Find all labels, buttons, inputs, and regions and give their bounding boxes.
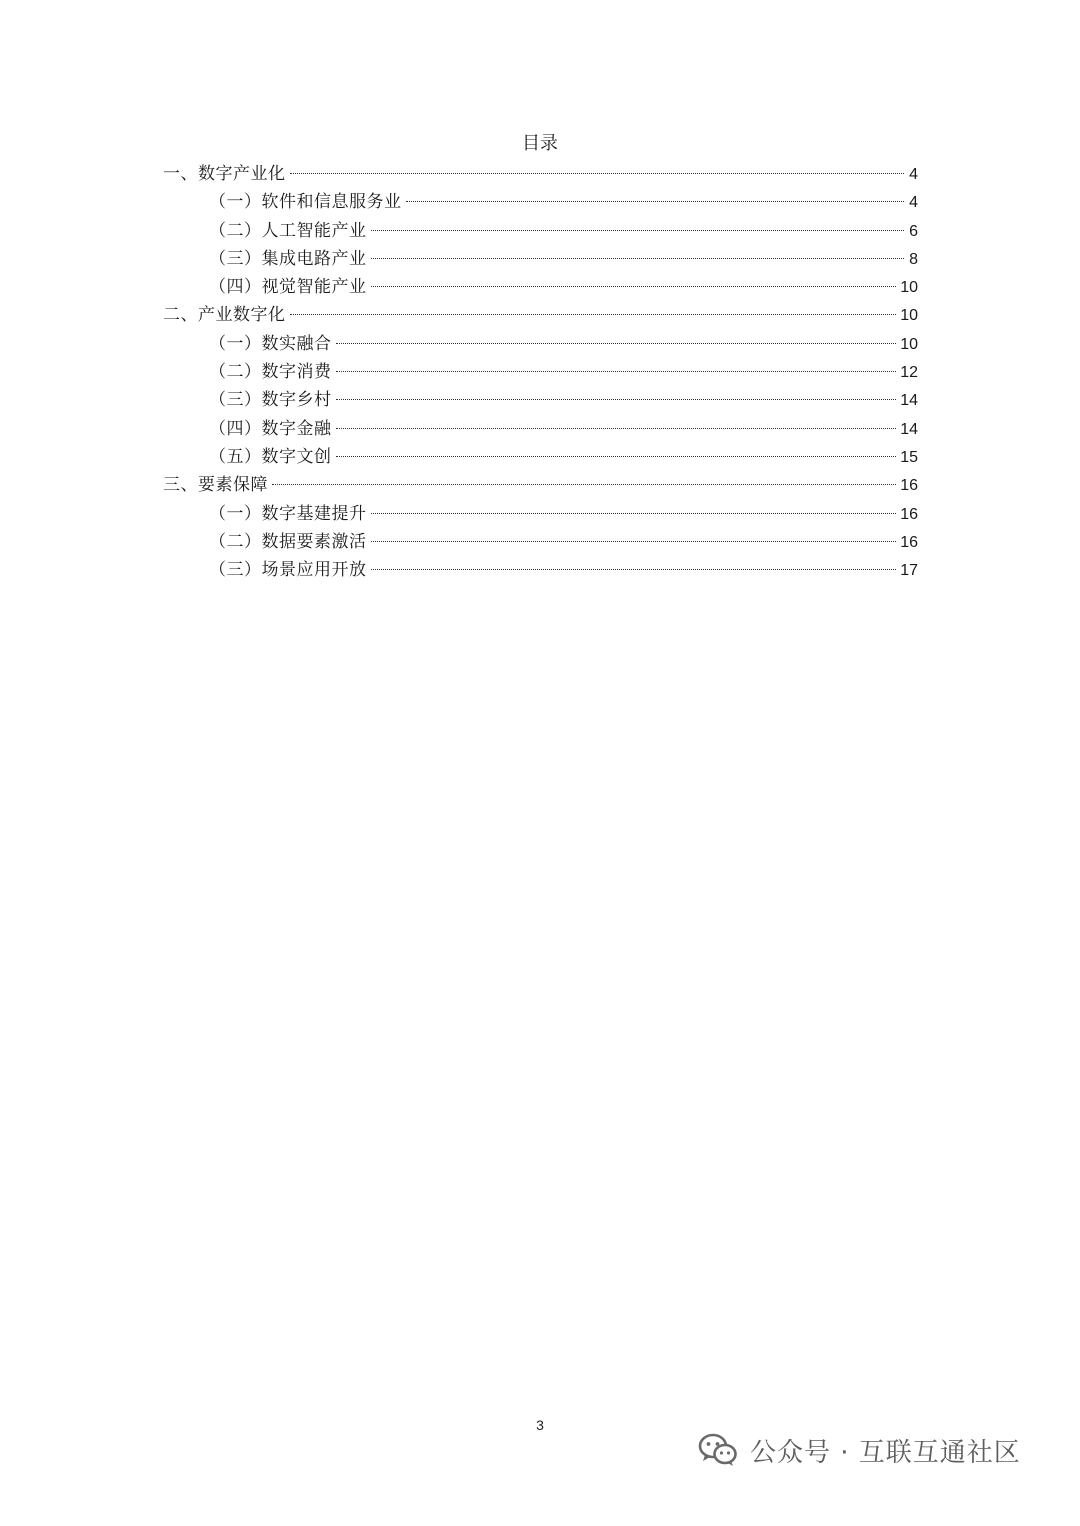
toc-entry-label: （五）数字文创 bbox=[209, 446, 332, 467]
table-of-contents bbox=[163, 160, 918, 584]
dot-leader bbox=[336, 428, 897, 429]
toc-entry-page-number: 15 bbox=[900, 448, 918, 466]
dot-leader bbox=[371, 569, 897, 570]
wechat-icon bbox=[698, 1433, 738, 1467]
toc-entry[interactable] bbox=[163, 330, 918, 358]
toc-entry-label: （二）数字消费 bbox=[209, 362, 332, 383]
toc-entry[interactable] bbox=[163, 471, 918, 499]
toc-entry[interactable] bbox=[163, 556, 918, 584]
toc-entry[interactable] bbox=[163, 160, 918, 188]
toc-entry[interactable] bbox=[163, 386, 918, 414]
toc-entry-label: （一）软件和信息服务业 bbox=[209, 192, 402, 213]
toc-entry-label: （一）数实融合 bbox=[209, 333, 332, 354]
toc-entry-page-number: 12 bbox=[900, 364, 918, 382]
toc-entry-page-number: 17 bbox=[900, 562, 918, 580]
toc-entry[interactable] bbox=[163, 500, 918, 528]
toc-entry-page-number: 16 bbox=[900, 505, 918, 523]
toc-entry-page-number: 10 bbox=[900, 307, 918, 325]
toc-entry-page-number: 4 bbox=[909, 166, 918, 183]
dot-leader bbox=[371, 286, 897, 287]
toc-entry-label: （四）数字金融 bbox=[209, 418, 332, 439]
toc-entry-label: （四）视觉智能产业 bbox=[209, 277, 367, 298]
toc-entry-label: 三、要素保障 bbox=[163, 475, 268, 496]
toc-entry[interactable] bbox=[163, 443, 918, 471]
dot-leader bbox=[371, 541, 897, 542]
toc-entry-page-number: 4 bbox=[909, 194, 918, 212]
toc-entry[interactable] bbox=[163, 245, 918, 273]
dot-leader bbox=[336, 399, 897, 400]
toc-entry-label: （三）集成电路产业 bbox=[209, 248, 367, 269]
page-number: 3 bbox=[536, 1417, 544, 1433]
toc-entry-label: （二）数据要素激活 bbox=[209, 531, 367, 552]
dot-leader bbox=[371, 258, 905, 259]
toc-entry-page-number: 8 bbox=[909, 250, 918, 268]
watermark-text: 公众号 · 互联互通社区 bbox=[750, 1437, 1021, 1468]
toc-entry-label: 一、数字产业化 bbox=[163, 164, 286, 184]
toc-entry[interactable] bbox=[163, 528, 918, 556]
dot-leader bbox=[371, 513, 897, 514]
dot-leader bbox=[290, 173, 905, 174]
toc-entry[interactable] bbox=[163, 415, 918, 443]
dot-leader bbox=[336, 456, 897, 457]
toc-entry-page-number: 14 bbox=[900, 420, 918, 438]
toc-entry-label: （三）数字乡村 bbox=[209, 390, 332, 411]
toc-entry[interactable] bbox=[163, 273, 918, 301]
dot-leader bbox=[406, 201, 905, 202]
toc-entry-page-number: 16 bbox=[900, 477, 918, 495]
toc-entry[interactable] bbox=[163, 188, 918, 216]
toc-entry-page-number: 6 bbox=[909, 222, 918, 240]
toc-entry-page-number: 10 bbox=[900, 335, 918, 353]
toc-entry-label: 二、产业数字化 bbox=[163, 305, 286, 326]
dot-leader bbox=[290, 314, 897, 315]
dot-leader bbox=[371, 230, 905, 231]
toc-entry-label: （一）数字基建提升 bbox=[209, 503, 367, 524]
toc-entry-label: （二）人工智能产业 bbox=[209, 220, 367, 241]
toc-entry-page-number: 16 bbox=[900, 533, 918, 551]
toc-entry[interactable] bbox=[163, 301, 918, 329]
toc-entry[interactable] bbox=[163, 358, 918, 386]
toc-entry-label: （三）场景应用开放 bbox=[209, 560, 367, 581]
toc-entry-page-number: 14 bbox=[900, 392, 918, 410]
watermark bbox=[698, 1428, 1021, 1472]
toc-entry-page-number: 10 bbox=[900, 279, 918, 297]
dot-leader bbox=[336, 371, 897, 372]
dot-leader bbox=[272, 484, 896, 485]
toc-title: 目录 bbox=[522, 133, 558, 154]
dot-leader bbox=[336, 343, 897, 344]
toc-entry[interactable] bbox=[163, 217, 918, 245]
